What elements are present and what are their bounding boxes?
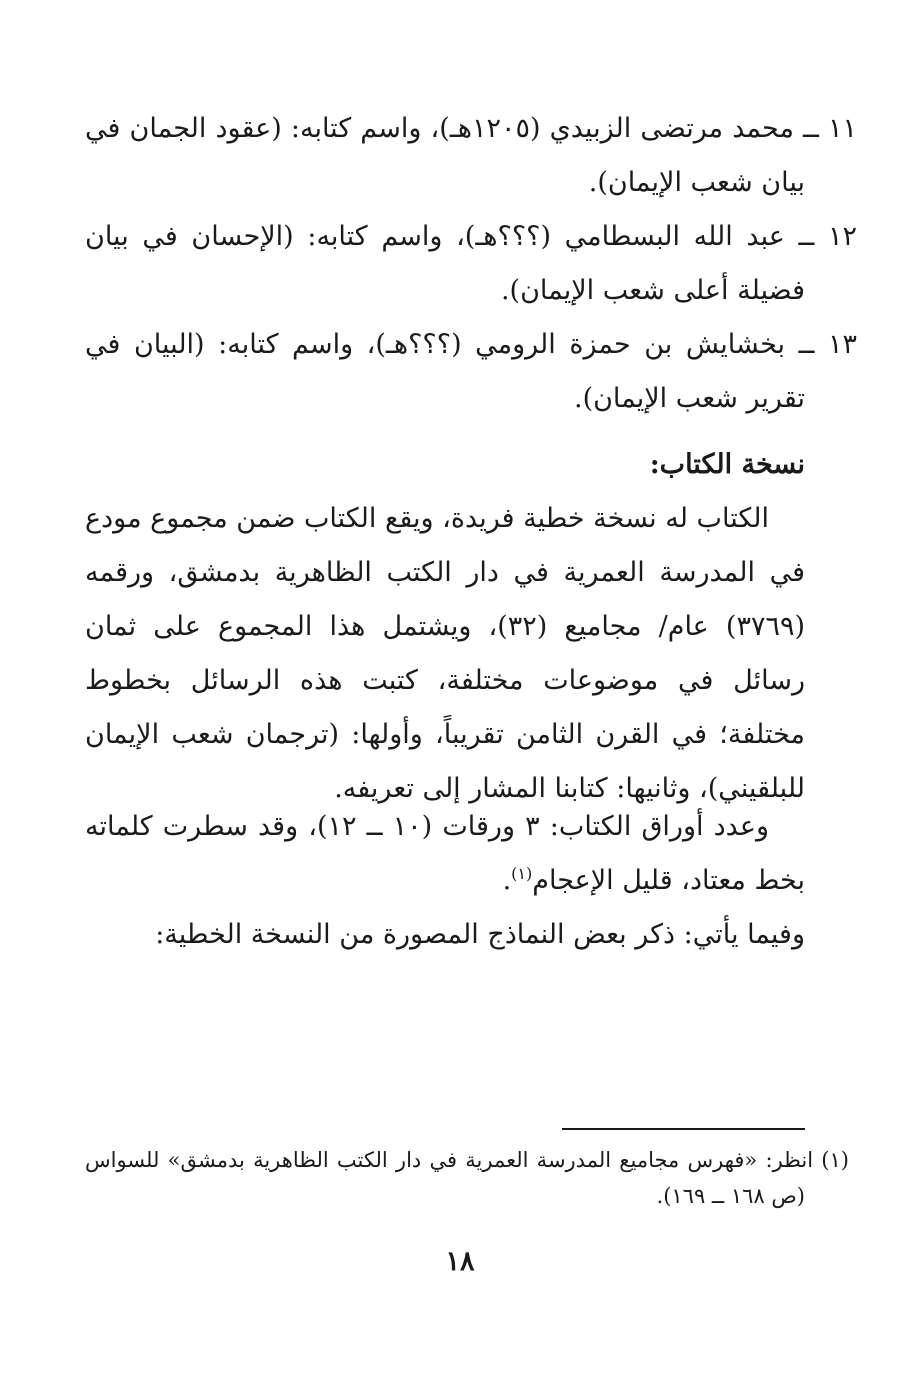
list-item-11: ١١ ــ محمد مرتضى الزبيدي (١٢٠٥هـ)، واسم كتابه: (عقود الجمان في بيان شعب الإيمان).	[85, 113, 857, 198]
paragraph-samples-intro: وفيما يأتي: ذكر بعض النماذج المصورة من النسخة الخطية:	[155, 919, 805, 950]
list-item-12: ١٢ ــ عبد الله البسطامي (؟؟؟هـ)، واسم كتابه: (الإحسان في بيان فضيلة أعلى شعب الإيمان).	[85, 221, 857, 306]
paragraph-manuscript-description: الكتاب له نسخة خطية فريدة، ويقع الكتاب ضمن مجموع مودع في المدرسة العمرية في دار الكتب الظاهرية بدمشق، ورقمه (٣٧٦٩) عام/ مجاميع (٣٢)، ويشتمل هذا المجموع على ثمان رسائل في موضوعات مختلفة، كتبت هذه الرسائل بخطوط مختلفة؛ في القرن الثامن تقريباً، وأولها: (ترجمان شعب الإيمان للبلقيني)، وثانيها: كتابنا المشار إلى تعريفه.	[85, 503, 805, 804]
footnote-marker: (١)	[511, 864, 533, 883]
list-item-13: ١٣ ــ بخشايش بن حمزة الرومي (؟؟؟هـ)، واسم كتابه: (البيان في تقرير شعب الإيمان).	[85, 329, 857, 414]
footnote-separator	[562, 1128, 805, 1130]
paragraph-folio-count	[85, 800, 805, 908]
page-number: ١٨	[445, 1246, 475, 1277]
section-heading: نسخة الكتاب:	[649, 449, 805, 480]
footnote: (١) انظر: «فهرس مجاميع المدرسة العمرية في دار الكتب الظاهرية بدمشق» للسواس (ص ١٦٨ ــ ١٦٩).	[85, 1148, 849, 1208]
paragraph-end-punctuation: .	[502, 865, 512, 896]
paragraph-folio-count-text: وعدد أوراق الكتاب: ٣ ورقات (١٠ ــ ١٢)، وقد سطرت كلماته بخط معتاد، قليل الإعجام	[85, 811, 805, 896]
